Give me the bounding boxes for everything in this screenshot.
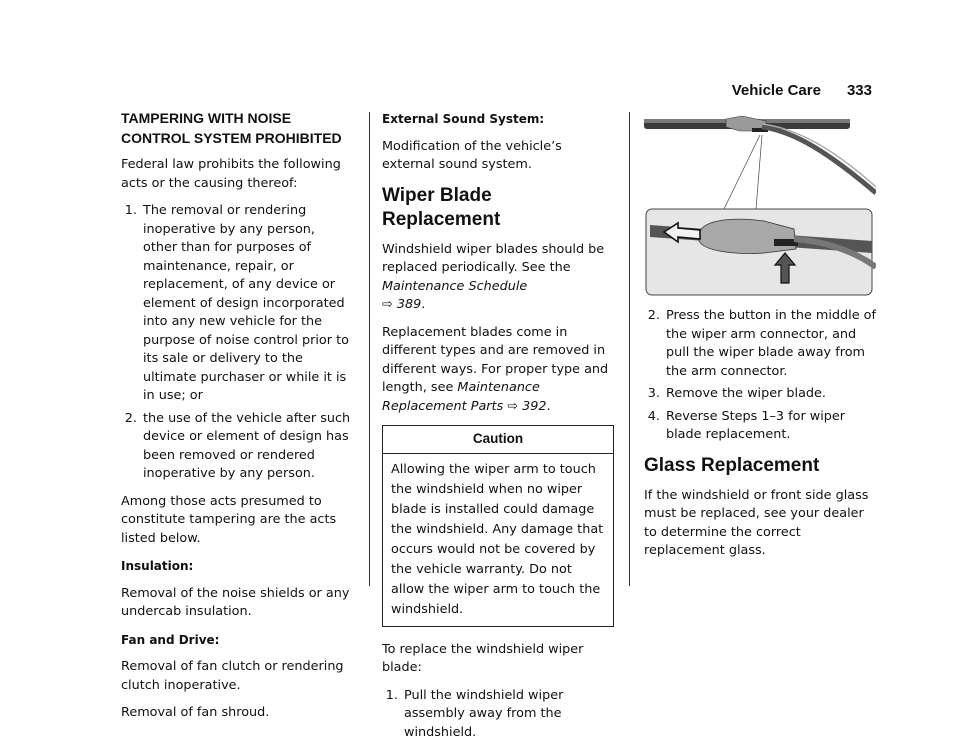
glass-heading: Glass Replacement [644, 454, 820, 476]
wiper-heading: Wiper Blade Replacement [382, 184, 501, 230]
fan-text: Removal of fan clutch or rendering clutch inoperative. [121, 659, 344, 693]
ref-arrow-icon: ⇨ [507, 398, 519, 414]
caution-text: Allowing the wiper arm to touch the windshield when no wiper blade is installed could damage the windshield. Any damage that occurs would not be covered by the vehicle warranty. Do not allow the wiper arm to touch the windshield. [391, 461, 604, 617]
steps-list [382, 687, 614, 743]
leader-line [724, 135, 760, 209]
list-item: 2. the use of the vehicle after such device or element of design has been removed or rendered inoperative by any person. [124, 410, 351, 481]
tampering-intro: Federal law prohibits the following acts or the causing thereof: [121, 157, 341, 191]
glass-text: If the windshield or front side glass must be replaced, see your dealer to determine the correct replacement glass. [644, 487, 869, 558]
wiper-paragraph-2: Replacement blades come in different types and are removed in different ways. For proper type and length, see Maintenance Replacement Parts ⇨ 392. [382, 324, 609, 414]
external-sound-heading: External Sound System: [382, 112, 545, 126]
fan-heading: Fan and Drive: [121, 632, 220, 647]
leader-line [756, 135, 762, 209]
wiper-blade-illustration [644, 113, 876, 299]
caution-title: Caution [383, 426, 613, 454]
list-item: 4. Reverse Steps 1–3 for wiper blade replacement. [647, 408, 846, 442]
maintenance-schedule-link[interactable]: Maintenance Schedule [382, 278, 528, 294]
tampering-list [121, 202, 353, 484]
ref-arrow-icon: ⇨ [382, 297, 393, 312]
caution-box [382, 425, 614, 627]
list-item: 1. Pull the windshield wiper assembly away from the windshield. [385, 687, 564, 740]
list-item: 1. The removal or rendering inoperative by any person, other than for purposes of maintenance, repair, or replacement, of any device or element of design incorporated into any new vehicle for the purpose of noise control prior to its sale or delivery to the ultimate purchaser or while it is in use; or [124, 203, 349, 403]
fan-shroud-text: Removal of fan shroud. [121, 705, 270, 720]
page-number: 333 [846, 82, 872, 99]
wiper-arm-shape [762, 127, 876, 193]
section-title: Vehicle Care [731, 82, 821, 99]
column-divider-2 [629, 112, 630, 586]
column-2 [382, 110, 614, 751]
page-ref[interactable]: 389 [396, 297, 422, 312]
among-text: Among those acts presumed to constitute tampering are the acts listed below. [121, 493, 337, 546]
list-item: 3. Remove the wiper blade. [647, 386, 826, 401]
insulation-heading: Insulation: [121, 559, 194, 573]
insulation-text: Removal of the noise shields or any undercab insulation. [121, 585, 350, 619]
page-header [732, 82, 872, 99]
replace-intro: To replace the windshield wiper blade: [382, 641, 584, 675]
list-item: 2. Press the button in the middle of the wiper arm connector, and pull the wiper blade away from the arm connector. [647, 308, 876, 379]
page-ref[interactable]: 392 [522, 398, 547, 414]
tampering-heading: TAMPERING WITH NOISE CONTROL SYSTEM PROHIBITED [121, 110, 342, 146]
column-3 [644, 307, 876, 570]
steps-list-continued [644, 307, 876, 445]
wiper-paragraph-1: Windshield wiper blades should be replaced periodically. See the Maintenance Schedule ⇨ 389. [382, 241, 605, 312]
column-divider-1 [369, 112, 370, 586]
external-sound-text: Modification of the vehicle’s external sound system. [382, 138, 562, 172]
column-1 [121, 104, 353, 732]
replacement-parts-link[interactable]: Maintenance Replacement Parts [382, 380, 540, 414]
